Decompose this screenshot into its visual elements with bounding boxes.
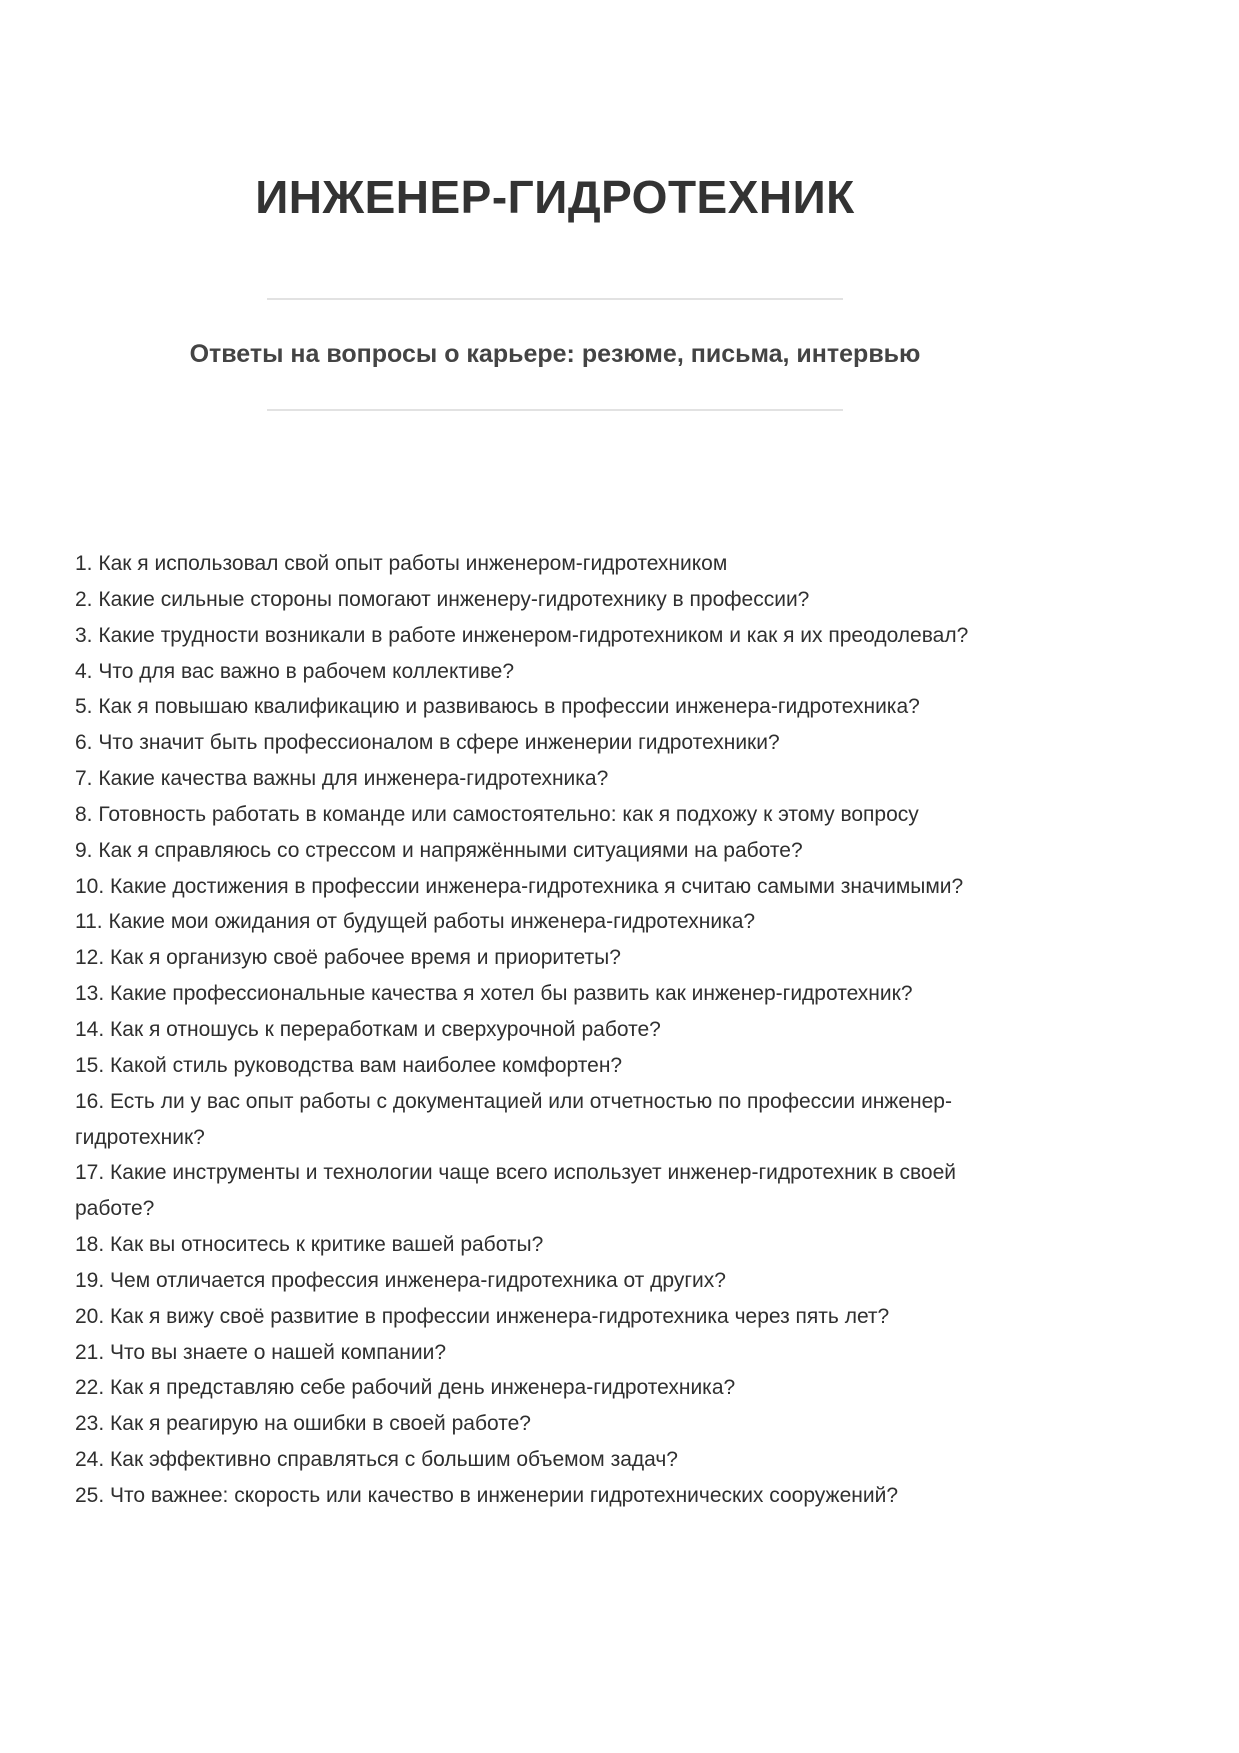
question-item: 19. Чем отличается профессия инженера-гидротехника от других?	[75, 1268, 726, 1292]
question-item: 23. Как я реагирую на ошибки в своей работе?	[75, 1412, 531, 1436]
question-item: 12. Как я организую своё рабочее время и приоритеты?	[75, 946, 621, 970]
questions-list	[75, 546, 1025, 1514]
question-item: 22. Как я представляю себе рабочий день инженера-гидротехника?	[75, 1376, 736, 1400]
question-item: 6. Что значит быть профессионалом в сфере инженерии гидротехники?	[75, 731, 780, 755]
question-item: 11. Какие мои ожидания от будущей работы инженера-гидротехника?	[75, 910, 756, 934]
question-item: 24. Как эффективно справляться с большим объемом задач?	[75, 1448, 678, 1472]
question-item: 21. Что вы знаете о нашей компании?	[75, 1340, 446, 1364]
question-item: 15. Какой стиль руководства вам наиболее комфортен?	[75, 1053, 623, 1077]
divider-top	[267, 298, 843, 300]
page-title: ИНЖЕНЕР-ГИДРОТЕХНИК	[255, 171, 855, 223]
question-item: 5. Как я повышаю квалификацию и развиваюсь в профессии инженера-гидротехника?	[75, 695, 920, 719]
divider-bottom	[267, 409, 843, 411]
page-subtitle: Ответы на вопросы о карьере: резюме, письма, интервью	[189, 340, 921, 368]
question-item: 9. Как я справляюсь со стрессом и напряжёнными ситуациями на работе?	[75, 838, 803, 862]
question-item: 14. Как я отношусь к переработкам и сверхурочной работе?	[75, 1017, 661, 1041]
question-item: 16. Есть ли у вас опыт работы с документацией или отчетностью по профессии инженер-гидротехник?	[75, 1089, 952, 1149]
question-item: 7. Какие качества важны для инженера-гидротехника?	[75, 767, 609, 791]
question-item: 3. Какие трудности возникали в работе инженером-гидротехником и как я их преодолевал?	[75, 623, 969, 647]
question-item: 17. Какие инструменты и технологии чаще всего использует инженер-гидротехник в своей работе?	[75, 1161, 956, 1221]
question-item: 18. Как вы относитесь к критике вашей работы?	[75, 1233, 544, 1257]
question-item: 13. Какие профессиональные качества я хотел бы развить как инженер-гидротехник?	[75, 982, 913, 1006]
question-item: 10. Какие достижения в профессии инженера-гидротехника я считаю самыми значимыми?	[75, 874, 964, 898]
question-item: 2. Какие сильные стороны помогают инженеру-гидротехнику в профессии?	[75, 587, 810, 611]
question-item: 1. Как я использовал свой опыт работы инженером-гидротехником	[75, 552, 728, 575]
question-item: 8. Готовность работать в команде или самостоятельно: как я подхожу к этому вопросу	[75, 802, 919, 826]
question-item: 25. Что важнее: скорость или качество в инженерии гидротехнических сооружений?	[75, 1483, 899, 1507]
question-item: 4. Что для вас важно в рабочем коллективе?	[75, 659, 515, 683]
question-item: 20. Как я вижу своё развитие в профессии инженера-гидротехника через пять лет?	[75, 1304, 890, 1328]
